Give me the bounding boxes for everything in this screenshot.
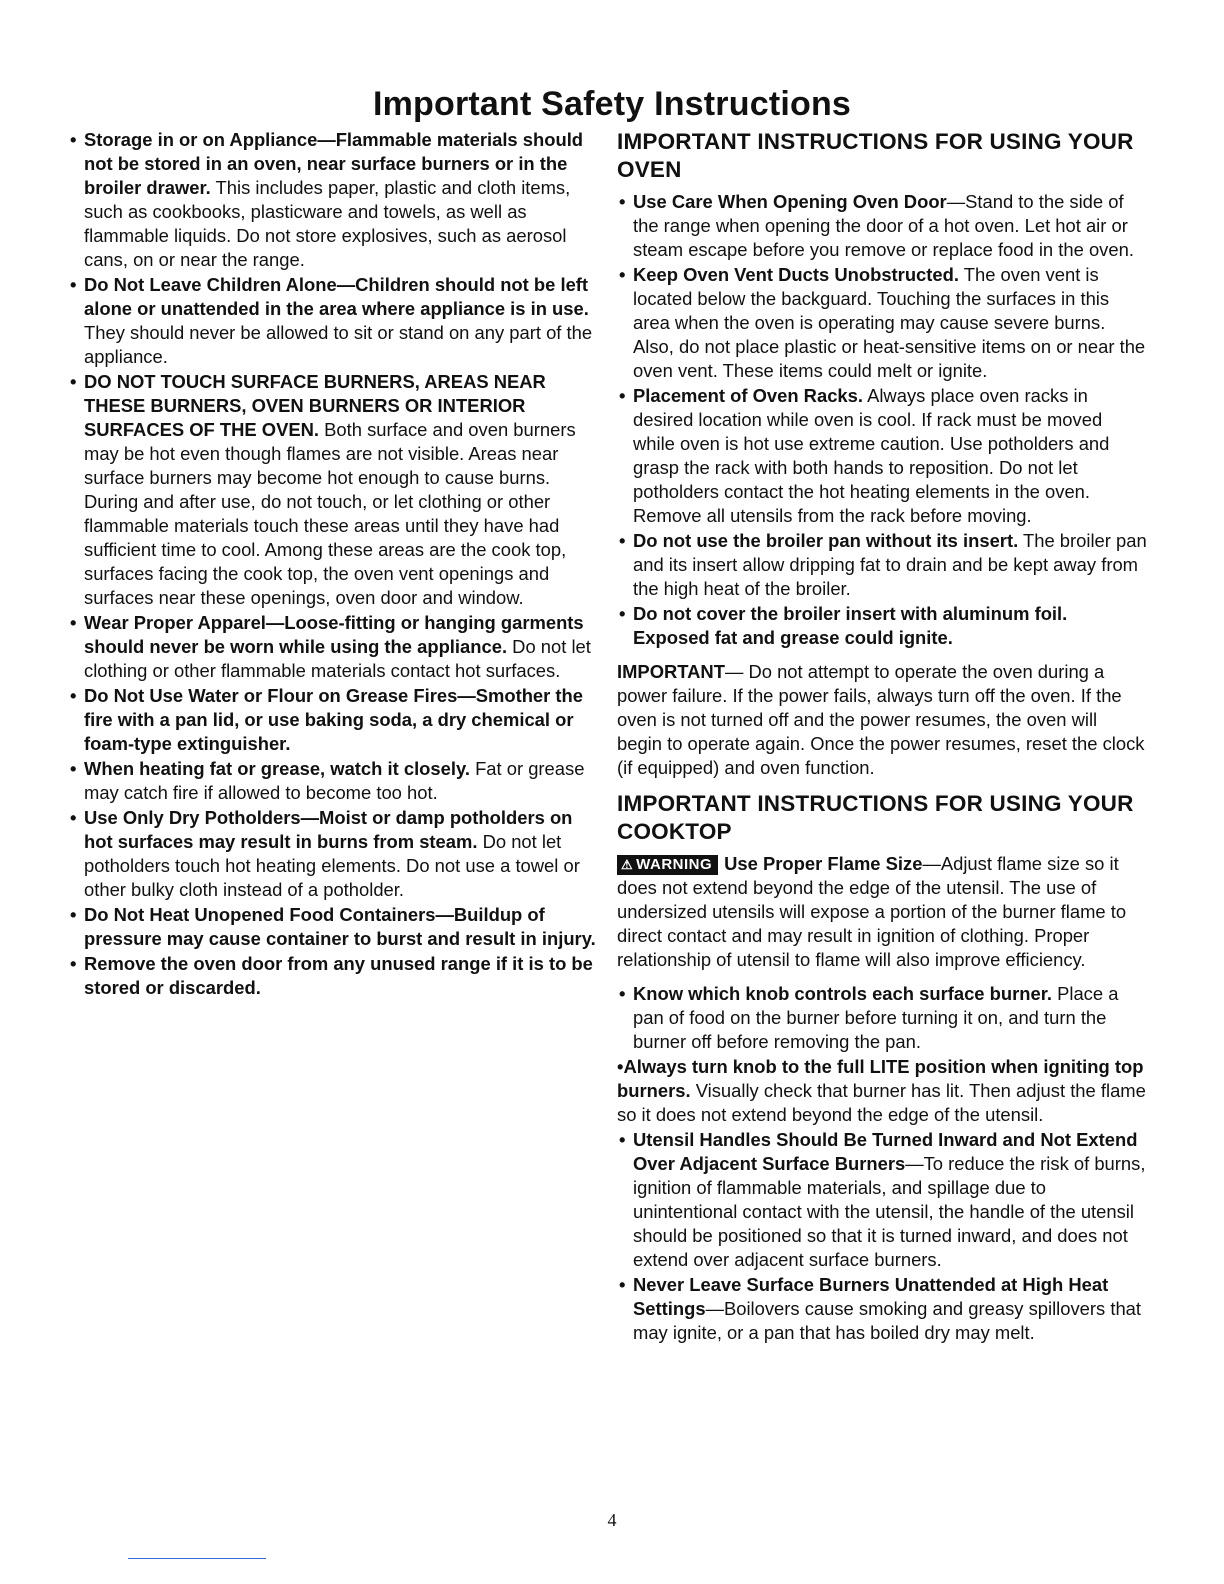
warning-text: —Adjust flame size so it does not extend beyond the edge of the utensil. The use of undersized utensils will expose a portion of the burner flame to direct contact and may result in ignition of clothing. Proper relationship of utensil to flame will also improve efficiency. (617, 853, 1127, 970)
warning-paragraph (617, 852, 1147, 972)
footer-divider (128, 1558, 266, 1559)
list-item (68, 370, 598, 610)
important-text: — Do not attempt to operate the oven during a power failure. If the power fails, always turn off the oven. If the oven is not turned off and the power resumes, the oven will begin to operate again. Once the power resumes, reset the clock (if equipped) and oven function. (617, 661, 1145, 778)
list-item (617, 1128, 1147, 1272)
list-item (617, 384, 1147, 528)
item-bold: Use Care When Opening Oven Door (633, 191, 947, 212)
item-bold: Use Only Dry Potholders—Moist or damp potholders on hot surfaces may result in burns from steam. (84, 807, 573, 852)
item-bold: DO NOT TOUCH SURFACE BURNERS, AREAS NEAR THESE BURNERS, OVEN BURNERS OR INTERIOR SURFACES OF THE OVEN. (84, 371, 546, 440)
list-item (68, 273, 598, 369)
list-item (68, 757, 598, 805)
list-item (617, 529, 1147, 601)
item-text: The oven vent is located below the backguard. Touching the surfaces in this area when the oven is operating may cause severe burns. Also, do not place plastic or heat-sensitive items on or near the oven vent. These items could melt or ignite. (633, 264, 1146, 381)
item-text: —Stand to the side of the range when opening the door of a hot oven. Let hot air or steam escape before you remove or replace food in the oven. (633, 191, 1134, 260)
item-bold: Wear Proper Apparel—Loose-fitting or hanging garments should never be worn while using the appliance. (84, 612, 584, 657)
right-column (617, 128, 1147, 1346)
item-bold: Do Not Leave Children Alone—Children should not be left alone or unattended in the area where appliance is in use. (84, 274, 589, 319)
important-note (617, 660, 1147, 780)
item-bold: Keep Oven Vent Ducts Unobstructed. (633, 264, 959, 285)
item-bold: Storage in or on Appliance—Flammable materials should not be stored in an oven, near surface burners or in the broiler drawer. (84, 129, 584, 198)
page-number: 4 (607, 1510, 617, 1530)
list-item (68, 952, 598, 1000)
item-text: Visually check that burner has lit. Then adjust the flame so it does not extend beyond the edge of the utensil. (617, 1080, 1146, 1125)
list-item (68, 611, 598, 683)
page-title: Important Safety Instructions (372, 84, 852, 123)
item-bold: Do not cover the broiler insert with aluminum foil. Exposed fat and grease could ignite. (633, 603, 1068, 648)
item-text: —To reduce the risk of burns, ignition of flammable materials, and spillage due to unintentional contact with the utensil, the handle of the utensil should be positioned so that it is turned inward, and does not extend over adjacent surface burners. (633, 1153, 1146, 1270)
left-column (68, 128, 598, 1001)
list-item (617, 1273, 1147, 1345)
cooktop-list (617, 982, 1147, 1345)
item-text: Place a pan of food on the burner before turning it on, and turn the burner off before removing the pan. (633, 983, 1119, 1052)
list-item (68, 903, 598, 951)
list-item (617, 982, 1147, 1054)
item-text: Both surface and oven burners may be hot even though flames are not visible. Areas near surface burners may become hot enough to cause burns. During and after use, do not touch, or let clothing or other flammable materials touch these areas until they have had sufficient time to cool. Among these areas are the cook top, surfaces facing the cook top, the oven vent openings and surfaces near these openings, oven door and window. (84, 419, 576, 608)
item-text: This includes paper, plastic and cloth items, such as cookbooks, plasticware and towels, as well as flammable liquids. Do not store explosives, such as aerosol cans, on or near the range. (84, 177, 571, 270)
item-bold: Remove the oven door from any unused range if it is to be stored or discarded. (84, 953, 593, 998)
warning-bold: Use Proper Flame Size (724, 853, 923, 874)
safety-list (68, 128, 598, 1000)
warning-label: WARNING (636, 856, 713, 873)
item-text: —Boilovers cause smoking and greasy spillovers that may ignite, or a pan that has boiled dry may melt. (633, 1298, 1142, 1343)
important-label: IMPORTANT (617, 661, 725, 682)
item-bold: Placement of Oven Racks. (633, 385, 863, 406)
item-bold: Do not use the broiler pan without its insert. (633, 530, 1019, 551)
item-text: Fat or grease may catch fire if allowed to become too hot. (84, 758, 585, 803)
list-item (68, 684, 598, 756)
item-text: Always place oven racks in desired location while oven is cool. If rack must be moved while oven is hot use extreme caution. Use potholders and grasp the rack with both hands to reposition. Do not let potholders contact the hot heating elements in the oven. Remove all utensils from the rack before moving. (633, 385, 1110, 526)
item-text: Do not let potholders touch hot heating elements. Do not use a towel or other bulky cloth instead of a potholder. (84, 831, 580, 900)
oven-section-heading: IMPORTANT INSTRUCTIONS FOR USING YOUR OVEN (617, 129, 1134, 182)
item-bold: Do Not Use Water or Flour on Grease Fires—Smother the fire with a pan lid, or use baking soda, a dry chemical or foam-type extinguisher. (84, 685, 584, 754)
item-bold: Know which knob controls each surface burner. (633, 983, 1052, 1004)
list-item (68, 128, 598, 272)
item-bold: Utensil Handles Should Be Turned Inward and Not Extend Over Adjacent Surface Burners (633, 1129, 1138, 1174)
item-bold: Do Not Heat Unopened Food Containers—Buildup of pressure may cause container to burst and result in injury. (84, 904, 596, 949)
list-item (68, 806, 598, 902)
item-text: Do not let clothing or other flammable materials contact hot surfaces. (84, 636, 591, 681)
warning-badge (617, 855, 718, 875)
warning-triangle-icon: ⚠ (621, 857, 634, 872)
item-bold: •Always turn knob to the full LITE position when igniting top burners. (617, 1056, 1144, 1101)
list-item (617, 263, 1147, 383)
list-item (617, 602, 1147, 650)
item-bold: When heating fat or grease, watch it closely. (84, 758, 470, 779)
list-item (617, 1055, 1147, 1127)
list-item (617, 190, 1147, 262)
cooktop-section-heading: IMPORTANT INSTRUCTIONS FOR USING YOUR COOKTOP (617, 791, 1134, 844)
oven-list (617, 190, 1147, 650)
item-text: The broiler pan and its insert allow dripping fat to drain and be kept away from the high heat of the broiler. (633, 530, 1147, 599)
item-bold: Never Leave Surface Burners Unattended at High Heat Settings (633, 1274, 1109, 1319)
item-text: They should never be allowed to sit or stand on any part of the appliance. (84, 322, 593, 367)
